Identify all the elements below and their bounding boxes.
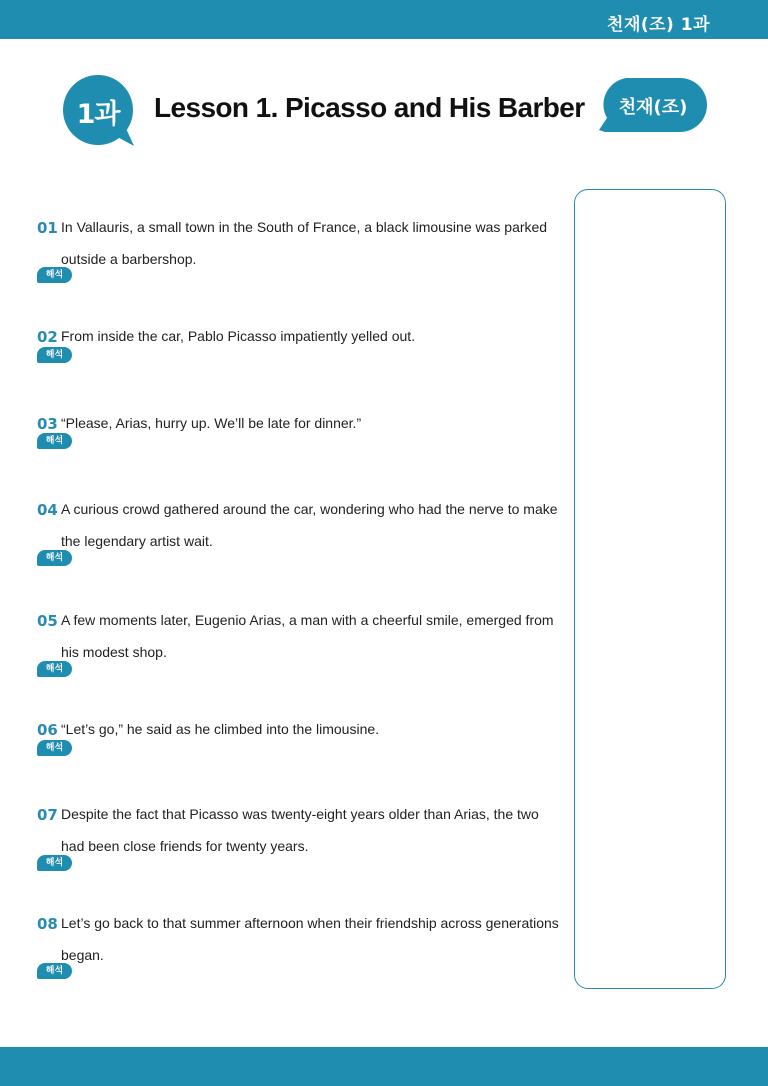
- sentence-text: A curious crowd gathered around the car, wondering who had the nerve to make the legendary artist wait.: [61, 501, 558, 549]
- sentence-text: From inside the car, Pablo Picasso impatiently yelled out.: [61, 328, 416, 344]
- publisher-badge: [599, 78, 707, 132]
- bottom-banner: [0, 1047, 768, 1086]
- lesson-badge: [62, 74, 137, 148]
- sentence-text: Despite the fact that Picasso was twenty-eight years older than Arias, the two had been close friends for twenty years.: [61, 806, 539, 854]
- sentence-number: 05: [37, 612, 58, 630]
- lesson-badge-label: 1과: [76, 99, 120, 130]
- sentence-text: Let’s go back to that summer afternoon when their friendship across generations began.: [61, 915, 559, 963]
- translation-tag[interactable]: 해석: [37, 550, 72, 566]
- translation-tag[interactable]: 해석: [37, 433, 72, 449]
- sentence-text: “Please, Arias, hurry up. We’ll be late for dinner.”: [61, 415, 362, 431]
- translation-tag[interactable]: 해석: [37, 267, 72, 283]
- top-banner-label: 천재(조) 1과: [607, 15, 710, 35]
- sentence-number: 03: [37, 415, 58, 433]
- notes-box: [574, 189, 726, 989]
- sentence-number: 04: [37, 501, 58, 519]
- sentence-number: 08: [37, 915, 58, 933]
- translation-tag[interactable]: 해석: [37, 963, 72, 979]
- sentence-number: 02: [37, 328, 58, 346]
- publisher-badge-label: 천재(조): [618, 97, 688, 118]
- top-banner: [0, 0, 768, 39]
- page-title: Lesson 1. Picasso and His Barber: [154, 92, 585, 123]
- sentence-text: “Let’s go,” he said as he climbed into the limousine.: [61, 721, 380, 737]
- sentence-number: 06: [37, 721, 58, 739]
- sentence-number: 07: [37, 806, 58, 824]
- translation-tag[interactable]: 해석: [37, 347, 72, 363]
- sentence-text: In Vallauris, a small town in the South of France, a black limousine was parked outside a barbershop.: [61, 219, 548, 267]
- translation-tag[interactable]: 해석: [37, 740, 72, 756]
- translation-tag[interactable]: 해석: [37, 855, 72, 871]
- translation-tag[interactable]: 해석: [37, 661, 72, 677]
- sentence-text: A few moments later, Eugenio Arias, a man with a cheerful smile, emerged from his modest shop.: [61, 612, 554, 660]
- sentence-number: 01: [37, 219, 58, 237]
